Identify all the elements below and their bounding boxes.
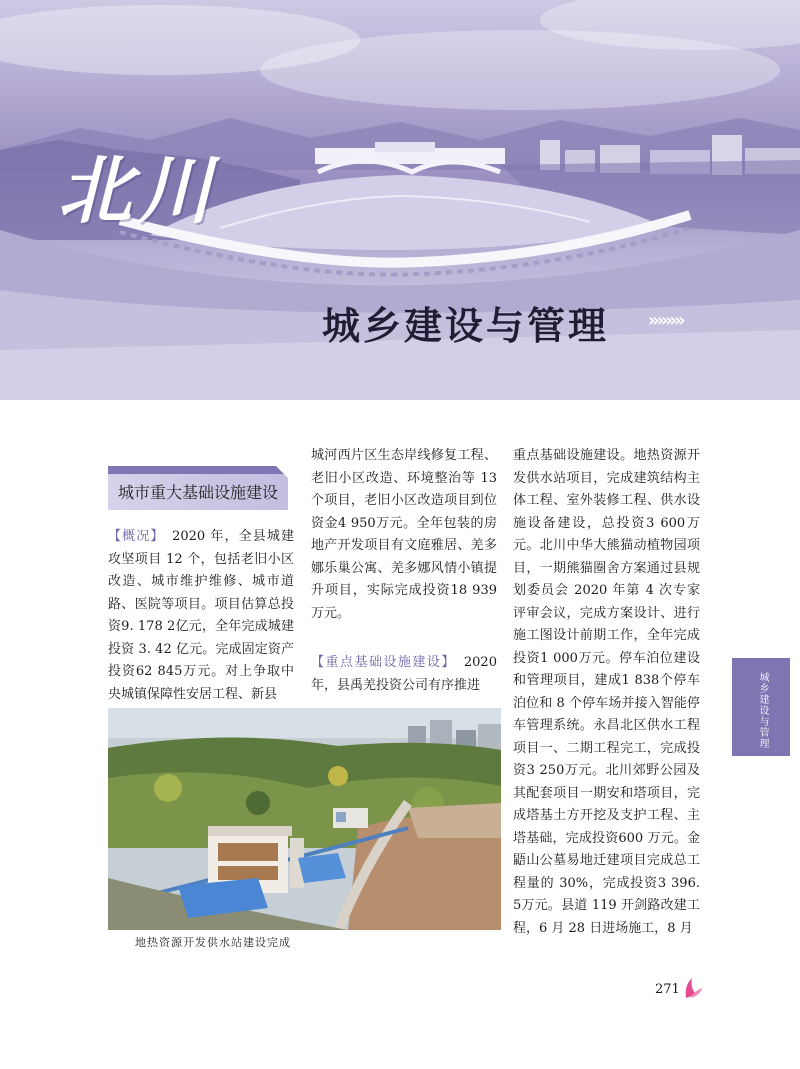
overview-paragraph [108, 526, 294, 706]
key-infrastructure-label: 【重点基础设施建设】 [311, 655, 450, 670]
heading-corner-notch [276, 466, 288, 478]
overview-text: 2020 年，全县城建攻坚项目 12 个，包括老旧小区改造、城市维护维修、城市道路、医院等项目。项目估算总投资9. 178 2亿元，全年完成城建投资 3. 42 亿元。完成固定资产投资62 845万元。对上争取中央城镇保障性安居工程、新县 [108, 529, 294, 702]
overview-label: 【概况】 [108, 529, 158, 544]
key-infrastructure-text: 2020 年，县禹羌投资公司有序推进 [311, 655, 497, 693]
photo-caption: 地热资源开发供水站建设完成 [135, 936, 291, 949]
column-1 [108, 526, 294, 706]
page-flower-icon [682, 974, 704, 1000]
heading-top-bar [108, 466, 288, 474]
key-infrastructure-paragraph [311, 652, 497, 697]
chapter-side-tab [732, 658, 790, 756]
column-2-top [311, 445, 497, 625]
section-title: 城乡建设与管理 [322, 304, 610, 348]
side-tab-label: 城乡建设与管理 [757, 672, 768, 749]
column-2-paragraph: 城河西片区生态岸线修复工程、老旧小区改造、环境整治等 13 个项目，老旧小区改造项目到位资金4 950万元。全年包装的房地产开发项目有文庭雅居、羌多娜乐巢公寓、羌多娜风情小镇提升项目，实际完成投资18 939万元。 [311, 448, 497, 621]
subsection-heading [108, 466, 288, 510]
location-brush-mark: 北川 [58, 148, 218, 234]
chevron-arrows-icon: »»»» [648, 310, 683, 331]
page-number: 271 [655, 982, 680, 997]
column-3-paragraph: 重点基础设施建设。地热资源开发供水站项目，完成建筑结构主体工程、室外装修工程、供水设施设备建设，总投资3 600万元。北川中华大熊猫动植物园项目，一期熊猫圈舍方案通过县规划委员会 2020 年第 4 次专家评审会议，完成方案设计、进行施工图设计前期工作，全年完成投资1 000万元。停车泊位建设和管理项目，建成1 838个停车泊位和 8 个停车场并接入智能停车管理系统。永昌北区供水工程项目一、二期工程完工，完成投资3 250万元。北川郊野公园及其配套项目一期安和塔项目，完成塔基土方开挖及支护工程、主塔基础，完成投资600 万元。金鼯山公墓易地迁建项目完成总工程量的 30%，完成投资3 396. 5万元。县道 119 开剑路改建工程，6 月 28 日进场施工，8 月 [513, 448, 700, 936]
subsection-heading-text: 城市重大基础设施建设 [117, 483, 278, 502]
water-station-illustration [108, 708, 501, 930]
column-3 [513, 445, 700, 940]
water-station-photo [108, 708, 501, 930]
chapter-banner [0, 0, 800, 400]
column-2-bottom [311, 652, 497, 697]
